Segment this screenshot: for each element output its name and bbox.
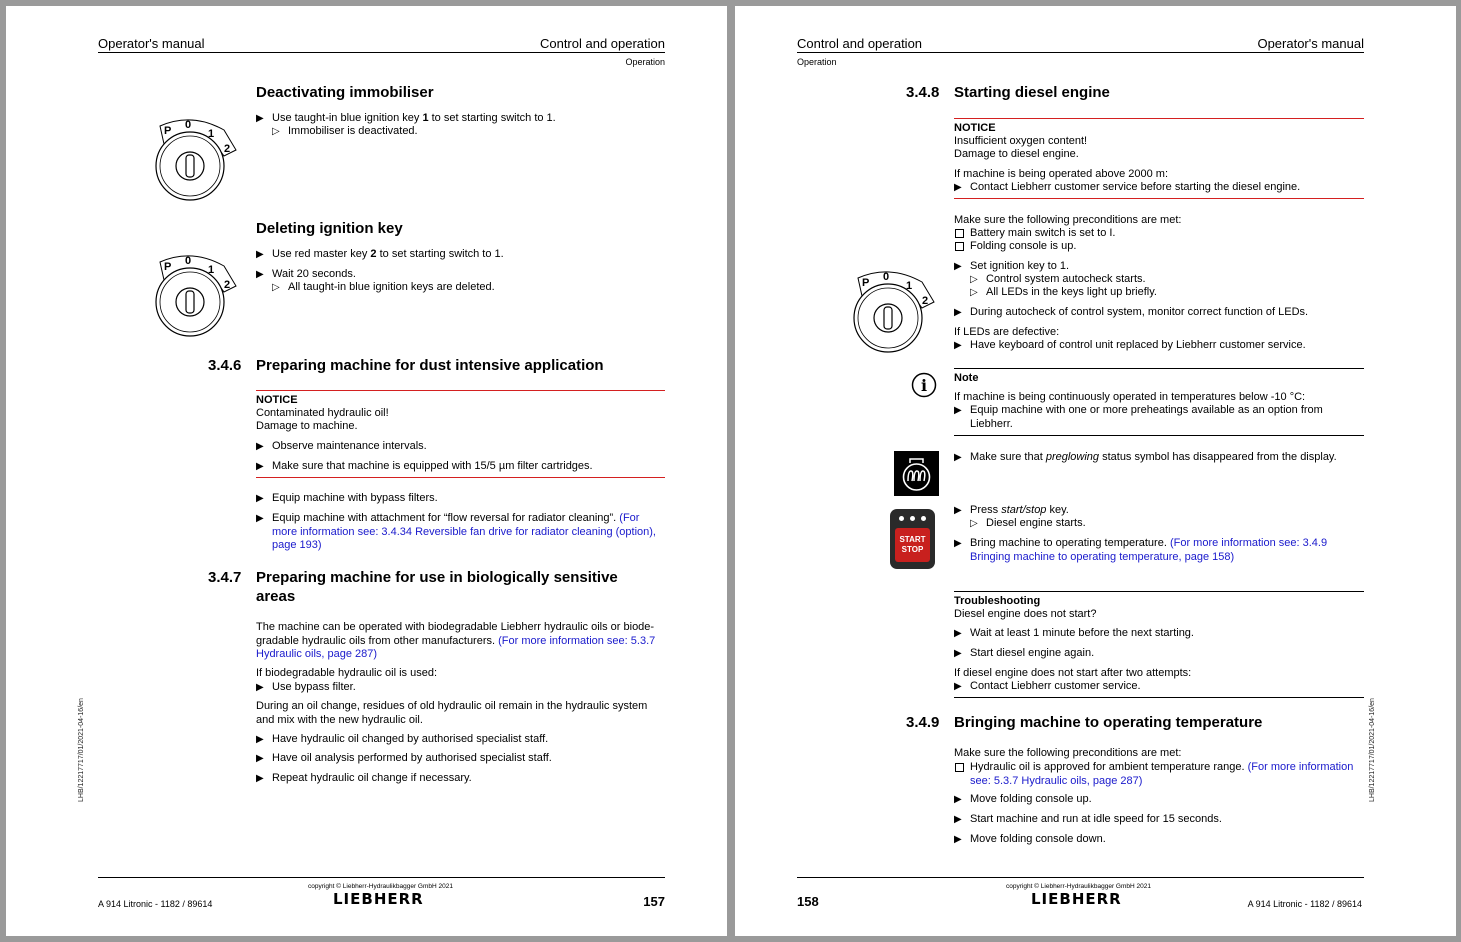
cross-reference-link[interactable]: (For more information see: 5.3.7 Hydraulic oils, page 287) — [970, 761, 1354, 787]
page-157 — [6, 6, 727, 936]
notice-label: NOTICE — [954, 122, 996, 134]
list-item: ▶ Repeat hydraulic oil change if necessary. — [256, 772, 472, 784]
notice-rule-bottom — [256, 477, 665, 478]
info-icon — [911, 372, 937, 398]
trouble-rule-bottom — [954, 697, 1364, 698]
key-label-1: 1 — [208, 264, 215, 276]
footer-copyright: copyright © Liebherr-Hydraulikbagger GmbH 2021 — [1006, 883, 1151, 890]
section-number: 3.4.9 — [906, 714, 940, 731]
key-label-1: 1 — [906, 280, 913, 292]
list-item: ▶ Move folding console up. — [954, 793, 1092, 805]
start-stop-key-icon — [890, 509, 935, 569]
notice-line: Contaminated hydraulic oil! — [256, 407, 389, 419]
notice-rule-bottom — [954, 198, 1364, 199]
checkbox-item: Battery main switch is set to I. — [954, 227, 1116, 241]
page-158 — [735, 6, 1456, 936]
section-title: Preparing machine for dust intensive application — [256, 357, 604, 374]
footer-rule — [98, 877, 665, 878]
list-item: ▶ Observe maintenance intervals. — [256, 440, 427, 452]
header-left: Control and operation — [797, 36, 923, 51]
precondition-intro: Make sure the following preconditions are met: — [954, 747, 1182, 759]
notice-line: Insufficient oxygen content! — [954, 135, 1088, 147]
stop-key-label: STOP — [901, 545, 924, 554]
cross-reference-link[interactable]: (For more information see: 3.4.34 Reversible fan drive for radiator cleaning (option), page 193) — [272, 512, 656, 551]
paragraph: During an oil change, residues of old hydraulic oil remain in the hydraulic system and mix with the new hydraulic oil. — [256, 700, 648, 726]
key-label-0: 0 — [185, 119, 192, 131]
note-label: Note — [954, 372, 979, 384]
notice-rule-top — [256, 390, 665, 391]
section-number: 3.4.8 — [906, 84, 940, 101]
list-item: ▶ Make sure that preglowing status symbol has disappeared from the display. — [954, 451, 1337, 463]
cross-reference-link[interactable]: (For more information see: 3.4.9 Bringing machine to operating temperature, page 158) — [970, 537, 1328, 563]
immobiliser-title: Deactivating immobiliser — [256, 84, 434, 101]
list-item: ▶ Set ignition key to 1. — [954, 260, 1070, 272]
trouble-rule-top — [954, 591, 1364, 592]
header-rule — [797, 52, 1364, 53]
result-item: ▷ Immobiliser is deactivated. — [272, 125, 418, 137]
svg-text:i: i — [920, 376, 928, 395]
condition: If diesel engine does not start after two attempts: — [954, 667, 1192, 679]
section-title: Starting diesel engine — [954, 84, 1110, 101]
notice-rule-top — [954, 118, 1364, 119]
header-right: Control and operation — [539, 36, 665, 51]
paragraph: The machine can be operated with biodegradable Liebherr hydraulic oils or biode-gradable hydraulic oils from other manufacturers. (For more information see: 5.3.7 Hydraulic oils, page 287) — [256, 621, 656, 660]
page-number: 157 — [643, 894, 665, 909]
key-label-0: 0 — [185, 255, 192, 267]
cross-reference-link[interactable]: (For more information see: 5.3.7 Hydraulic oils, page 287) — [256, 634, 656, 660]
result-item: ▷ All taught-in blue ignition keys are deleted. — [272, 281, 495, 293]
list-item: ▶ Make sure that machine is equipped with 15/5 µm filter cartridges. — [256, 460, 593, 472]
footer-copyright: copyright © Liebherr-Hydraulikbagger GmbH 2021 — [308, 883, 453, 890]
list-item: ▶ Press start/stop key. — [954, 504, 1069, 516]
start-key-label: START — [899, 535, 926, 544]
footer-model: A 914 Litronic - 1182 / 89614 — [98, 899, 213, 909]
result-item: ▷ All LEDs in the keys light up briefly. — [970, 286, 1157, 298]
troubleshooting-label: Troubleshooting — [954, 595, 1041, 607]
side-document-id: LHB/12217717/01/2021-04-16/en — [1369, 698, 1376, 802]
condition: If biodegradable hydraulic oil is used: — [256, 667, 438, 679]
result-item: ▷ Diesel engine starts. — [970, 517, 1086, 529]
list-item: ▶ Have keyboard of control unit replaced by Liebherr customer service. — [954, 339, 1306, 351]
list-item: ▶ Have oil analysis performed by authorised specialist staff. — [256, 752, 552, 764]
header-right: Operator's manual — [1257, 36, 1364, 51]
key-label-1: 1 — [208, 128, 215, 140]
ignition-switch-icon — [850, 266, 940, 354]
section-title: Bringing machine to operating temperature — [954, 714, 1263, 731]
header-sub: Operation — [625, 57, 665, 67]
list-item: ▶ Wait 20 seconds. — [256, 268, 356, 280]
header-sub: Operation — [797, 57, 837, 67]
section-number: 3.4.7 — [208, 569, 242, 586]
footer-rule — [797, 877, 1364, 878]
section-number: 3.4.6 — [208, 357, 242, 374]
key-label-2: 2 — [224, 143, 231, 155]
section-title: Preparing machine for use in biologically sensitive — [256, 569, 618, 586]
checkbox-item: Hydraulic oil is approved for ambient temperature range. (For more information see: 5.3.7 Hydraulic oils, page 287) — [954, 761, 1362, 788]
key-label-2: 2 — [224, 279, 231, 291]
list-item: ▶ Equip machine with bypass filters. — [256, 492, 438, 504]
list-item: ▶ Have hydraulic oil changed by authorised specialist staff. — [256, 733, 549, 745]
note-line: If machine is being continuously operated in temperatures below -10 °C: — [954, 391, 1306, 403]
ignition-switch-icon — [152, 114, 242, 202]
footer-model: A 914 Litronic - 1182 / 89614 — [1247, 899, 1362, 909]
precondition-intro: Make sure the following preconditions are met: — [954, 214, 1182, 226]
list-item: ▶ Wait at least 1 minute before the next starting. — [954, 627, 1194, 639]
list-item: ▶ Start machine and run at idle speed for 15 seconds. — [954, 813, 1222, 825]
key-label-p: P — [164, 261, 172, 273]
condition: If machine is being operated above 2000 m: — [954, 168, 1169, 180]
deleting-title: Deleting ignition key — [256, 220, 403, 237]
key-label-p: P — [164, 125, 172, 137]
list-item: ▶ Equip machine with one or more preheatings available as an option from Liebherr. — [954, 404, 1323, 430]
list-item: ▶ Move folding console down. — [954, 833, 1106, 845]
list-item: ▶ Contact Liebherr customer service. — [954, 680, 1141, 692]
liebherr-logo: LIEBHERR — [1031, 890, 1122, 908]
notice-line: Damage to machine. — [256, 420, 358, 432]
key-label-0: 0 — [883, 271, 890, 283]
list-item: ▶ Use taught-in blue ignition key 1 to set starting switch to 1. — [256, 112, 556, 124]
page-number: 158 — [797, 894, 819, 909]
note-rule-bottom — [954, 435, 1364, 436]
list-item: ▶ Use red master key 2 to set starting switch to 1. — [256, 248, 504, 260]
list-item: ▶ Use bypass filter. — [256, 681, 356, 693]
list-item: ▶ Contact Liebherr customer service before starting the diesel engine. — [954, 181, 1301, 193]
checkbox-item: Folding console is up. — [954, 240, 1076, 254]
key-label-p: P — [862, 277, 870, 289]
list-item: ▶ Bring machine to operating temperature. (For more information see: 3.4.9 Bringing machine to operating temperature, page 158) — [954, 537, 1328, 563]
list-item: ▶ Start diesel engine again. — [954, 647, 1095, 659]
header-left: Operator's manual — [98, 36, 205, 51]
result-item: ▷ Control system autocheck starts. — [970, 273, 1146, 285]
liebherr-logo: LIEBHERR — [333, 890, 424, 908]
notice-line: Damage to diesel engine. — [954, 148, 1079, 160]
ignition-switch-icon — [152, 250, 242, 338]
list-item: ▶ During autocheck of control system, monitor correct function of LEDs. — [954, 306, 1309, 318]
troubleshooting-question: Diesel engine does not start? — [954, 608, 1097, 620]
preglow-icon — [894, 451, 939, 496]
notice-label: NOTICE — [256, 394, 298, 406]
note-rule-top — [954, 368, 1364, 369]
key-label-2: 2 — [922, 295, 929, 307]
side-document-id: LHB/12217717/01/2021-04-16/en — [78, 698, 85, 802]
condition: If LEDs are defective: — [954, 326, 1060, 338]
header-rule — [98, 52, 665, 53]
section-title-line2: areas — [256, 588, 296, 605]
list-item: ▶ Equip machine with attachment for “flow reversal for radiator cleaning”. (For more information see: 3.4.34 Reversible fan drive for radiator cleaning (option), page 193) — [256, 512, 656, 551]
